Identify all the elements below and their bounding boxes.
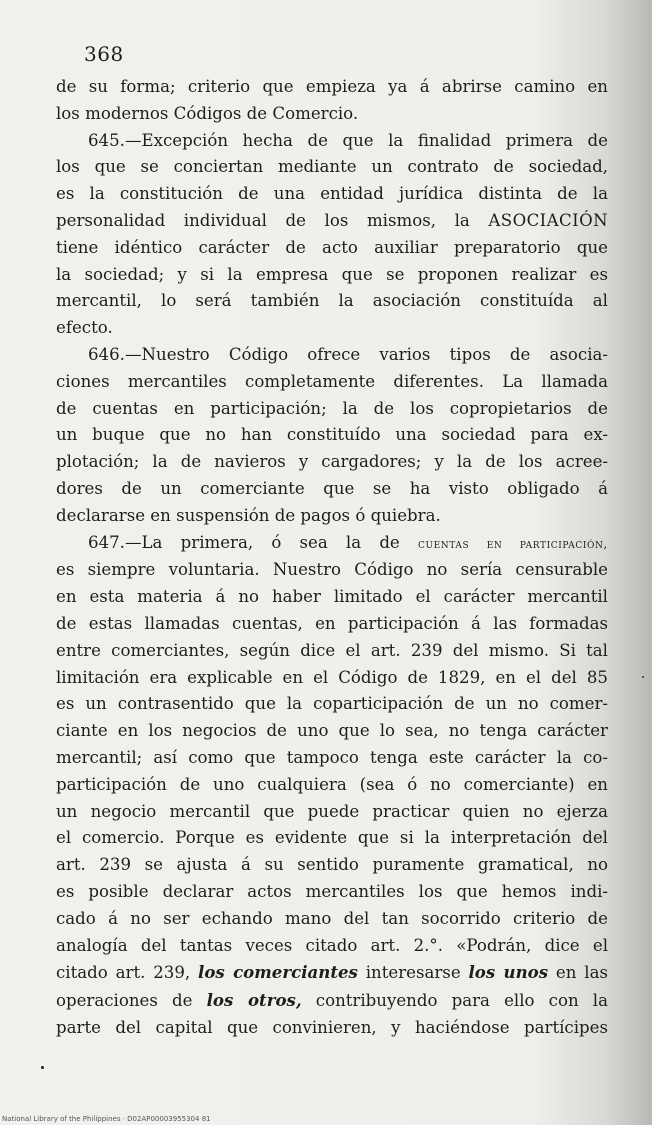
- text-line: [56, 342, 608, 369]
- text-run: ciones mercantiles completamente diferentes. La llamada: [56, 371, 608, 391]
- text-run: es siempre voluntaria. Nuestro Código no sería censurable: [56, 560, 608, 580]
- text-run: 647.—La primera, ó sea la de: [88, 532, 418, 552]
- text-line: [56, 101, 608, 128]
- text-run: parte del capital que convinieren, y haciéndose partícipes: [56, 1017, 608, 1037]
- text-line: [56, 1015, 608, 1042]
- text-line: [56, 611, 608, 638]
- text-run: es un contrasentido que la coparticipación de un no comer-: [56, 694, 608, 714]
- text-run: de cuentas en participación; la de los copropietarios de: [56, 398, 608, 418]
- text-line: [56, 262, 608, 289]
- text-run: dores de un comerciante que se ha visto obligado á: [56, 478, 608, 498]
- text-run: participación de uno cualquiera (sea ó no comerciante) en: [56, 774, 608, 794]
- text-run: tiene idéntico carácter de acto auxiliar preparatorio que: [56, 237, 608, 257]
- caps-text: ASOCIACIÓN: [488, 210, 608, 230]
- text-run: mercantil; así como que tampoco tenga este carácter la co-: [56, 747, 608, 767]
- page-number: 368: [84, 42, 124, 66]
- body-text: [56, 74, 608, 1042]
- text-run: entre comerciantes, según dice el art. 239 del mismo. Si tal: [56, 640, 608, 660]
- text-line: [56, 476, 608, 503]
- text-line: [56, 906, 608, 933]
- text-line: [56, 422, 608, 449]
- text-run: contribuyendo para ello con la: [301, 991, 608, 1011]
- ink-speck: [41, 1066, 44, 1069]
- text-run: limitación era explicable en el Código de 1829, en el del 85: [56, 667, 608, 687]
- text-run: un buque que no han constituído una sociedad para ex-: [56, 425, 608, 445]
- text-run: de estas llamadas cuentas, en participación á las formadas: [56, 613, 608, 633]
- text-line: [56, 772, 608, 799]
- text-line: [56, 879, 608, 906]
- text-line: [56, 987, 608, 1015]
- text-run: operaciones de: [56, 991, 207, 1011]
- text-run: la sociedad; y si la empresa que se proponen realizar es: [56, 264, 608, 284]
- text-run: plotación; la de navieros y cargadores; y la de los acree-: [56, 452, 608, 472]
- text-line: [56, 288, 608, 315]
- text-line: [56, 315, 608, 342]
- text-line: [56, 181, 608, 208]
- text-run: en las: [548, 963, 608, 983]
- text-run: interesarse: [357, 963, 469, 983]
- text-run: 645.—Excepción hecha de que la finalidad primera de: [88, 130, 608, 150]
- text-run: cado á no ser echando mano del tan socorrido criterio de: [56, 908, 608, 928]
- text-run: mercantil, lo será también la asociación constituída al: [56, 291, 608, 311]
- text-line: [56, 208, 608, 235]
- text-run: analogía del tantas veces citado art. 2.°. «Podrán, dice el: [56, 935, 608, 955]
- text-line: [56, 638, 608, 665]
- text-line: [56, 530, 608, 558]
- text-line: [56, 235, 608, 262]
- text-run: los que se conciertan mediante un contrato de sociedad,: [56, 157, 608, 177]
- text-run: los modernos Códigos de Comercio.: [56, 103, 359, 123]
- text-run: citado art. 239,: [56, 963, 199, 983]
- it-text: los comerciantes: [198, 962, 358, 983]
- text-line: [56, 503, 608, 530]
- text-line: [56, 74, 608, 101]
- text-line: [56, 799, 608, 826]
- text-line: [56, 959, 608, 987]
- text-line: [56, 933, 608, 960]
- text-line: [56, 449, 608, 476]
- text-run: es posible declarar actos mercantiles los que hemos indi-: [56, 881, 608, 901]
- sc-text: cuentas en participación,: [417, 535, 608, 551]
- it-text: los otros,: [206, 990, 302, 1011]
- ink-speck: [642, 676, 644, 678]
- text-run: 646.—Nuestro Código ofrece varios tipos de asocia-: [88, 344, 608, 364]
- text-line: [56, 584, 608, 611]
- text-line: [56, 396, 608, 423]
- library-footer: National Library of the Philippines · D02AP00003955304 81: [2, 1115, 211, 1123]
- text-run: personalidad individual de los mismos, la: [56, 210, 489, 230]
- text-line: [56, 665, 608, 692]
- text-run: el comercio. Porque es evidente que si la interpretación del: [56, 828, 608, 848]
- text-line: [56, 718, 608, 745]
- text-line: [56, 154, 608, 181]
- text-run: en esta materia á no haber limitado el carácter mercantil: [56, 587, 608, 607]
- text-line: [56, 825, 608, 852]
- text-run: un negocio mercantil que puede practicar quien no ejerza: [56, 801, 608, 821]
- text-run: art. 239 se ajusta á su sentido puramente gramatical, no: [56, 855, 608, 875]
- text-line: [56, 369, 608, 396]
- text-line: [56, 745, 608, 772]
- text-run: de su forma; criterio que empieza ya á abrirse camino en: [56, 77, 608, 96]
- text-line: [56, 852, 608, 879]
- text-line: [56, 128, 608, 155]
- text-run: ciante en los negocios de uno que lo sea, no tenga carácter: [56, 721, 608, 741]
- text-run: efecto.: [56, 318, 113, 338]
- text-run: declararse en suspensión de pagos ó quiebra.: [56, 505, 441, 525]
- text-run: es la constitución de una entidad jurídica distinta de la: [56, 184, 608, 204]
- it-text: los unos: [468, 962, 549, 983]
- text-line: [56, 557, 608, 584]
- text-line: [56, 691, 608, 718]
